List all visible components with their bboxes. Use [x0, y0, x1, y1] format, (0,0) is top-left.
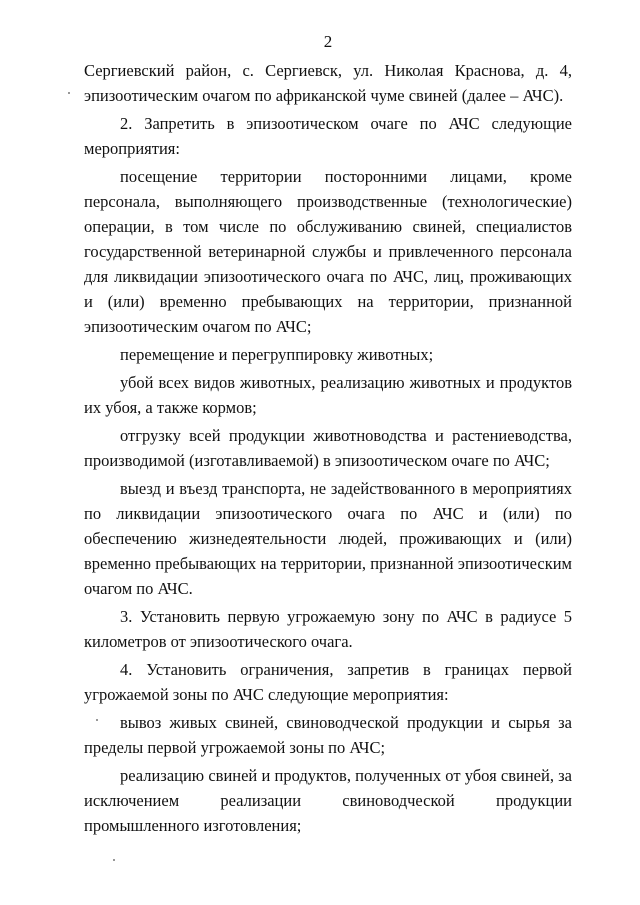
paragraph-animal-movement: перемещение и перегруппировку животных;	[120, 345, 434, 364]
paragraph-slaughter-ban: убой всех видов животных, реализацию животных и продуктов их убоя, а также кормов;	[84, 373, 572, 417]
paragraph-transport-ban: выезд и въезд транспорта, не задействованного в мероприятиях по ликвидации эпизоотического очага по АЧС и (или) по обеспечению жизнедеятельности людей, проживающих и (или) временно пребывающих на территории, признанной эпизоотическим очагом по АЧС.	[84, 479, 572, 598]
scan-artifact	[113, 859, 115, 861]
paragraph-item-3: 3. Установить первую угрожаемую зону по АЧС в радиусе 5 километров от эпизоотического очага.	[84, 607, 572, 651]
scan-artifact	[68, 92, 70, 94]
scan-artifact	[96, 719, 98, 721]
paragraph-visit-ban: посещение территории посторонними лицами, кроме персонала, выполняющего производственные (технологические) операции, в том числе по обслуживанию свиней, специалистов государственной ветеринарной службы и привлеченного персонала для ликвидации эпизоотического очага по АЧС, лиц, проживающих и (или) временно пребывающих на территории, признанной эпизоотическим очагом по АЧС;	[84, 167, 572, 336]
paragraph-item-2: 2. Запретить в эпизоотическом очаге по АЧС следующие мероприятия:	[84, 114, 572, 158]
paragraph-item-4: 4. Установить ограничения, запретив в границах первой угрожаемой зоны по АЧС следующие мероприятия:	[84, 660, 572, 704]
page-number: 2	[323, 32, 333, 51]
paragraph-sale-ban: реализацию свиней и продуктов, полученных от убоя свиней, за исключением реализации свиноводческой продукции промышленного изготовления;	[84, 766, 572, 835]
paragraph-continuation: Сергиевский район, с. Сергиевск, ул. Николая Краснова, д. 4, эпизоотическим очагом по африканской чуме свиней (далее – АЧС).	[84, 61, 572, 105]
paragraph-export-ban: вывоз живых свиней, свиноводческой продукции и сырья за пределы первой угрожаемой зоны по АЧС;	[84, 713, 572, 757]
paragraph-shipment-ban: отгрузку всей продукции животноводства и растениеводства, производимой (изготавливаемой) в эпизоотическом очаге по АЧС;	[84, 426, 572, 470]
